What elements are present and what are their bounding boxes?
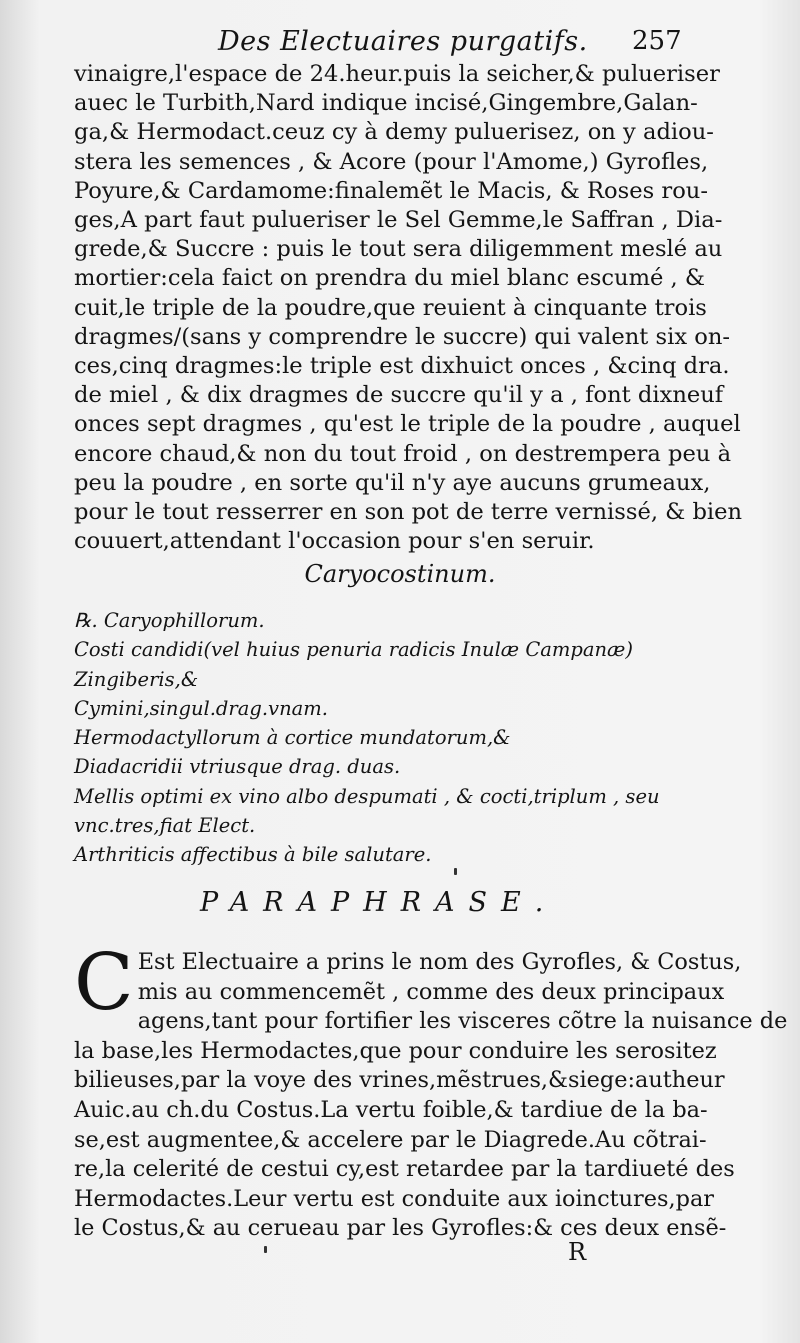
text-line: pour le tout resserrer en son pot de terre vernissé, & bien [74, 499, 743, 526]
text-line: Hermodactes.Leur vertu est conduite aux ioinctures,par [74, 1185, 714, 1212]
text-line: onces sept dragmes , qu'est le triple de la poudre , auquel [74, 411, 741, 438]
text-line: couuert,attendant l'occasion pour s'en seruir. [74, 528, 595, 555]
paragraph-preparation [74, 60, 743, 556]
recipe-line: Costi candidi(vel huius penuria radicis Inulæ Campanæ) [74, 638, 633, 662]
text-line: le Costus,& au cerueau par les Gyrofles:& ces deux ensẽ- [74, 1215, 727, 1242]
text-line: la base,les Hermodactes,que pour conduire les serositez [74, 1037, 717, 1064]
text-line: ces,cinq dragmes:le triple est dixhuict onces , &cinq dra. [74, 353, 730, 380]
text-line: encore chaud,& non du tout froid , on destrempera peu à [74, 440, 732, 467]
text-line: peu la poudre , en sorte qu'il n'y aye aucuns grumeaux, [74, 469, 711, 496]
text-line: agens,tant pour fortifier les visceres cõtre la nuisance de [137, 1008, 788, 1035]
text-line: stera les semences , & Acore (pour l'Amome,) Gyrofles, [74, 148, 709, 175]
recipe-line: Arthriticis affectibus à bile salutare. [74, 843, 432, 867]
text-line: bilieuses,par la voye des vrines,mẽstrues,&siege:autheur [74, 1067, 725, 1094]
text-line: cuit,le triple de la poudre,que reuient à cinquante trois [74, 294, 707, 321]
text-line: mis au commencemẽt , comme des deux principaux [137, 978, 725, 1005]
text-line: se,est augmentee,& accelere par le Diagrede.Au cõtrai- [74, 1126, 707, 1153]
text-line: grede,& Succre : puis le tout sera diligemment meslé au [74, 236, 723, 263]
recipe-line: Mellis optimi ex vino albo despumati , & cocti,triplum , seu [74, 784, 660, 808]
recipe-line: vnc.tres,fiat Elect. [74, 814, 256, 838]
ink-speck [454, 868, 457, 875]
text-line: re,la celerité de cestui cy,est retardee par la tardiueté des [74, 1156, 735, 1183]
paraphrase-heading: PARAPHRASE. [200, 887, 558, 918]
text-line: de miel , & dix dragmes de succre qu'il y a , font dixneuf [74, 382, 724, 409]
recipe-line: Cymini,singul.drag.vnam. [74, 696, 328, 720]
paragraph-paraphrase [74, 938, 788, 1244]
page-number: 257 [632, 26, 682, 56]
catchword: R [568, 1238, 587, 1266]
text-line: ga,& Hermodact.ceuz cy à demy puluerisez, on y adiou- [74, 119, 714, 146]
recipe-block [74, 606, 714, 870]
text-line: auec le Turbith,Nard indique incisé,Gingembre,Galan- [74, 90, 698, 117]
recipe-line: Diadacridii vtriusque drag. duas. [74, 755, 401, 779]
recipe-line: ℞. Caryophillorum. [74, 609, 265, 632]
recipe-line: Hermodactyllorum à cortice mundatorum,& [74, 726, 511, 750]
ink-speck [264, 1246, 267, 1253]
recipe-line: Zingiberis,& [74, 667, 199, 691]
text-line: vinaigre,l'espace de 24.heur.puis la seicher,& pulueriser [74, 61, 720, 87]
text-line: mortier:cela faict on prendra du miel blanc escumé , & [74, 265, 706, 292]
text-line: ges,A part faut pulueriser le Sel Gemme,le Saffran , Dia- [74, 207, 723, 234]
text-line: Poyure,& Cardamome:finalemẽt le Macis, & Roses rou- [74, 177, 708, 204]
section-title: Caryocostinum. [304, 560, 496, 588]
text-line: Auic.au ch.du Costus.La vertu foible,& tardiue de la ba- [74, 1096, 708, 1123]
running-head: Des Electuaires purgatifs. [218, 26, 588, 57]
drop-cap: C [74, 938, 134, 1028]
text-line: Est Electuaire a prins le nom des Gyrofles, & Costus, [137, 949, 742, 975]
text-line: dragmes/(sans y comprendre le succre) qui valent six on- [74, 323, 731, 350]
